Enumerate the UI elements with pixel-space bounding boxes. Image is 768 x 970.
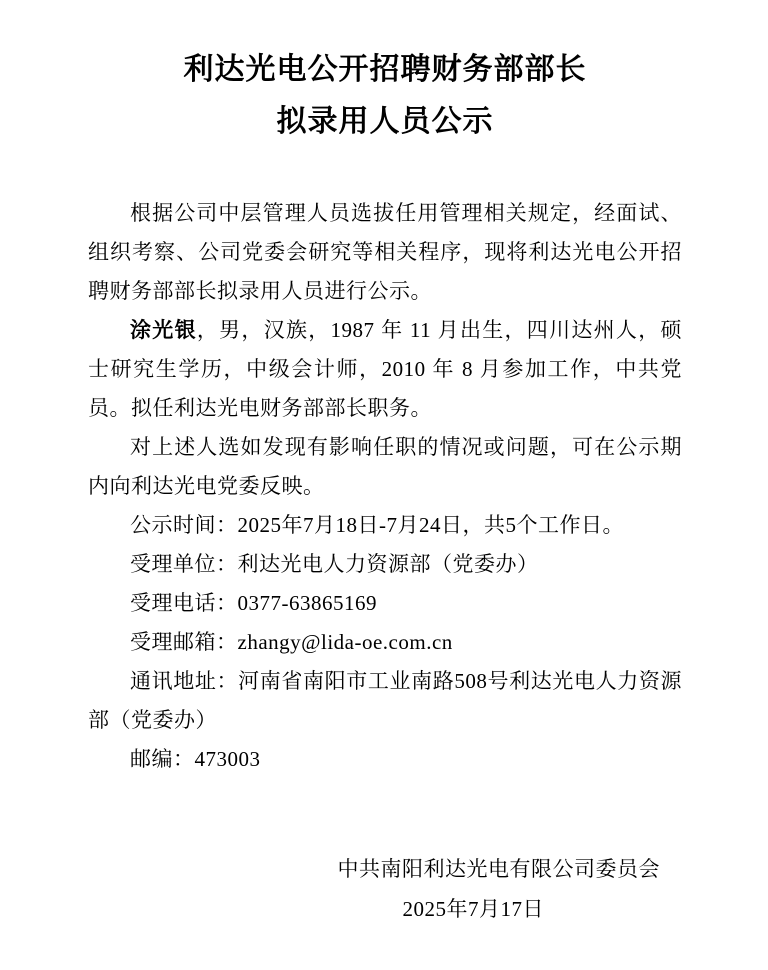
line-public-notice-period: 公示时间：2025年7月18日-7月24日，共5个工作日。 xyxy=(130,513,624,537)
line-accepting-unit: 受理单位：利达光电人力资源部（党委办） xyxy=(130,552,539,576)
line-postal-code: 邮编：473003 xyxy=(130,747,261,771)
document-title xyxy=(88,44,682,148)
paragraph-candidate xyxy=(88,311,682,428)
document-body xyxy=(88,194,682,779)
paragraph-feedback: 对上述人选如发现有影响任职的情况或问题，可在公示期内向利达光电党委反映。 xyxy=(88,435,682,498)
signature-block xyxy=(88,849,682,929)
signature-date: 2025年7月17日 xyxy=(402,897,544,921)
line-accepting-phone: 受理电话：0377-63865169 xyxy=(130,591,377,615)
candidate-details: ，男，汉族，1987 年 11 月出生，四川达州人，硕士研究生学历，中级会计师，2010 年 8 月参加工作，中共党员。拟任利达光电财务部部长职务。 xyxy=(88,318,682,420)
line-accepting-email: 受理邮箱：zhangy@lida-oe.com.cn xyxy=(130,630,453,654)
paragraph-intro: 根据公司中层管理人员选拔任用管理相关规定，经面试、组织考察、公司党委会研究等相关程序，现将利达光电公开招聘财务部部长拟录用人员进行公示。 xyxy=(88,201,682,303)
candidate-name: 涂光银 xyxy=(130,318,197,342)
title-line-1: 利达光电公开招聘财务部部长 xyxy=(183,53,587,86)
title-line-2: 拟录用人员公示 xyxy=(276,105,494,138)
line-mailing-address: 通讯地址：河南省南阳市工业南路508号利达光电人力资源部（党委办） xyxy=(88,669,682,732)
signature-organization: 中共南阳利达光电有限公司委员会 xyxy=(337,857,660,881)
